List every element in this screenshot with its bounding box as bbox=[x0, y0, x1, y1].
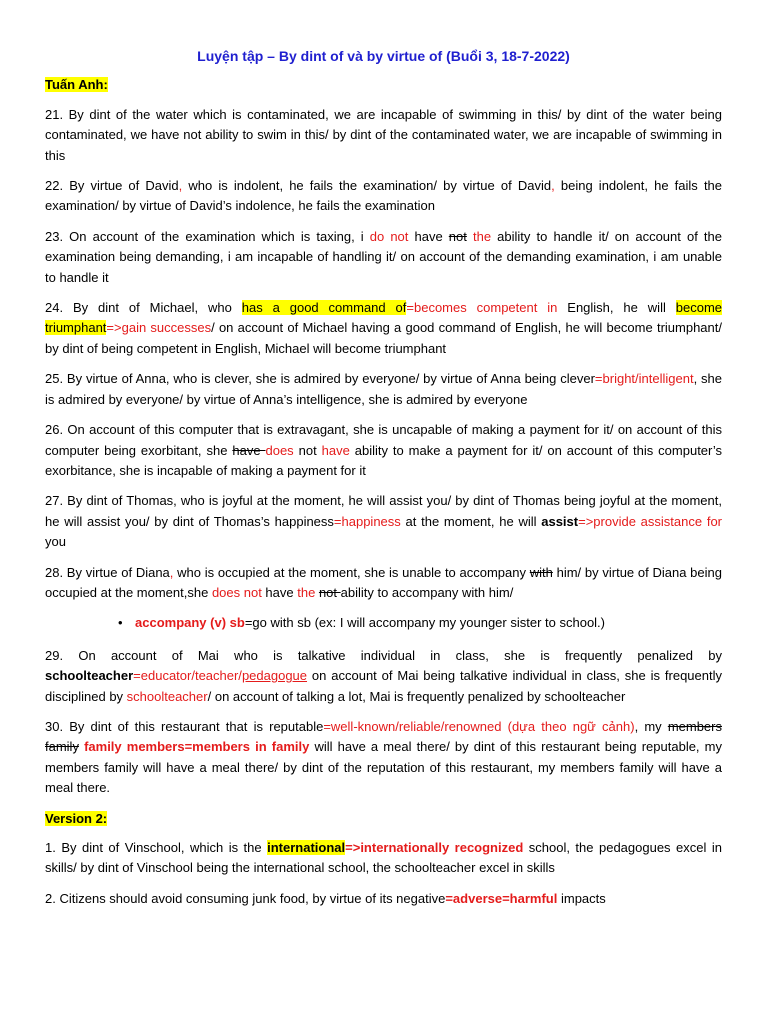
text-segment: impacts bbox=[557, 890, 606, 906]
bullet-point: • bbox=[118, 615, 123, 631]
text-segment: , my bbox=[634, 718, 668, 734]
text-segment: members family bbox=[45, 718, 722, 755]
version2-item-1 bbox=[45, 838, 722, 879]
paragraph-28 bbox=[45, 563, 722, 604]
section-heading-tuan-anh bbox=[45, 75, 722, 95]
text-segment: have bbox=[232, 442, 266, 458]
text-segment: =>gain successes bbox=[106, 320, 212, 336]
text-segment: ability to make a payment for it/ on account of this computer’s exorbitance, she is incapable of making a payment for it bbox=[45, 442, 723, 478]
text-segment: =well-known/reliable/renowned (dựa theo ngữ cảnh) bbox=[323, 718, 635, 734]
text-segment: =educator/teacher/ bbox=[133, 668, 242, 684]
text-segment: have bbox=[261, 584, 298, 600]
text-segment: assist bbox=[541, 513, 579, 529]
text-segment: schoolteacher bbox=[45, 668, 134, 684]
text-segment: , bbox=[178, 178, 183, 194]
paragraph-25 bbox=[45, 369, 722, 410]
text-segment: / on account of talking a lot, Mai is frequently penalized by schoolteacher bbox=[207, 688, 626, 704]
text-segment: has a good command of bbox=[241, 300, 407, 316]
text-segment: do not bbox=[369, 228, 409, 244]
text-segment: 28. By virtue of Diana bbox=[45, 564, 170, 580]
text-segment: will have a meal there/ by dint of this restaurant being reputable, my members family will have a meal there/ by dint of the reputation of this restaurant, my members family will have a meal there. bbox=[45, 739, 722, 796]
text-segment: not bbox=[318, 584, 341, 600]
text-segment: 1. By dint of Vinschool, which is the bbox=[45, 840, 268, 855]
text-segment: / on account of Michael having a good command of English, he will become triumphant/ by dint of being competent in English, Michael will become triumphant bbox=[45, 320, 722, 356]
text-segment: =bright/intelligent bbox=[594, 371, 694, 387]
document-title: Luyện tập – By dint of và by virtue of (Buổi 3, 18-7-2022) bbox=[197, 48, 570, 64]
text-segment: , bbox=[169, 564, 174, 580]
text-segment: you bbox=[45, 534, 66, 550]
text-segment: 2. Citizens should avoid consuming junk food, by virtue of its negative bbox=[45, 890, 446, 906]
text-segment: family members=members in family bbox=[84, 739, 310, 755]
text-segment: being indolent, he fails the examination/ by virtue of David’s indolence, he fails the examination bbox=[45, 178, 723, 214]
text-segment: who is indolent, he fails the examination/ by virtue of David bbox=[182, 178, 552, 194]
text-segment: does bbox=[265, 442, 294, 458]
text-segment: , bbox=[551, 178, 555, 194]
text-segment: 25. By virtue of Anna, who is clever, she is admired by everyone/ by virtue of Anna being clever bbox=[45, 371, 595, 387]
text-segment: 29. On account of Mai who is talkative individual in class, she is frequently penalized by bbox=[45, 647, 722, 663]
text-segment: =adverse=harmful bbox=[445, 890, 558, 906]
section-heading-text: Tuấn Anh: bbox=[45, 77, 108, 93]
version2-item-2 bbox=[45, 889, 722, 909]
text-segment: the bbox=[297, 584, 316, 600]
paragraph-27 bbox=[45, 491, 722, 552]
section-heading-version-2 bbox=[45, 809, 722, 829]
text-segment: 26. On account of this computer that is extravagant, she is uncapable of making a payment for it/ on account of this computer being exorbitant, she bbox=[45, 422, 722, 458]
text-segment: does not bbox=[211, 584, 262, 600]
paragraph-21 bbox=[45, 105, 722, 166]
text-segment: not bbox=[448, 228, 467, 244]
text-segment: accompany (v) sb bbox=[135, 615, 245, 631]
text-segment: =go with sb (ex: I will accompany my younger sister to school.) bbox=[244, 615, 606, 631]
text-segment: at the moment, he will bbox=[400, 513, 542, 529]
text-segment: have bbox=[321, 442, 350, 458]
text-segment: ability to accompany with him/ bbox=[340, 584, 514, 600]
text-segment: on account of Mai being talkative individual in class, she is frequently disciplined by bbox=[45, 668, 722, 704]
paragraph-29 bbox=[45, 646, 722, 707]
text-segment: 27. By dint of Thomas, who is joyful at the moment, he will assist you/ by dint of Thomas being joyful at the moment, he will assist you/ by dint of Thomas’s happiness bbox=[45, 493, 722, 529]
text-segment: =becomes competent in bbox=[406, 300, 558, 316]
text-segment: who is occupied at the moment, she is unable to accompany bbox=[173, 564, 530, 580]
text-segment: 21. By dint of the water which is contaminated, we are incapable of swimming in this/ by dint of the water being contaminated, we have not ability to swim in this/ by dint of the contaminated water, we are incapable of swimming in this bbox=[45, 106, 722, 163]
text-segment: with bbox=[529, 564, 553, 580]
text-segment: 22. By virtue of David bbox=[45, 178, 179, 194]
text-segment: =happiness bbox=[333, 513, 401, 529]
text-segment: =>internationally recognized bbox=[345, 840, 524, 855]
text-segment: school, the pedagogues excel in skills/ by dint of Vinschool being the international school, the schoolteacher excel in skills bbox=[45, 840, 722, 876]
paragraph-30 bbox=[45, 717, 722, 799]
text-segment: 24. By dint of Michael, who bbox=[45, 300, 242, 316]
text-segment: the bbox=[472, 228, 492, 244]
text-segment: have bbox=[408, 228, 449, 244]
text-segment: , she is admired by everyone/ by virtue of Anna’s intelligence, she is admired by everyone bbox=[45, 371, 723, 407]
section-heading-text: Version 2: bbox=[45, 810, 108, 826]
bullet-note-accompany bbox=[45, 613, 722, 633]
text-segment: 30. By dint of this restaurant that is reputable bbox=[45, 718, 324, 734]
paragraph-24 bbox=[45, 298, 722, 359]
bullet-text bbox=[135, 615, 605, 630]
paragraph-23 bbox=[45, 227, 722, 288]
text-segment: not bbox=[293, 442, 322, 458]
paragraph-22 bbox=[45, 176, 722, 217]
text-segment: him/ by virtue of Diana being occupied at the moment,she bbox=[45, 564, 722, 600]
text-segment: schoolteacher bbox=[126, 688, 208, 704]
text-segment: =>provide assistance for bbox=[578, 513, 723, 529]
text-segment: become triumphant bbox=[45, 300, 723, 336]
text-segment: English, he will bbox=[557, 300, 676, 316]
text-segment: international bbox=[267, 840, 346, 855]
paragraph-26 bbox=[45, 420, 722, 481]
text-segment: pedagogue bbox=[241, 668, 308, 684]
text-segment: 23. On account of the examination which is taxing, i bbox=[45, 228, 370, 244]
text-segment: ability to handle it/ on account of the examination being demanding, i am incapable of handling it/ on account of the demanding examination, i am unable to handle it bbox=[45, 228, 722, 285]
